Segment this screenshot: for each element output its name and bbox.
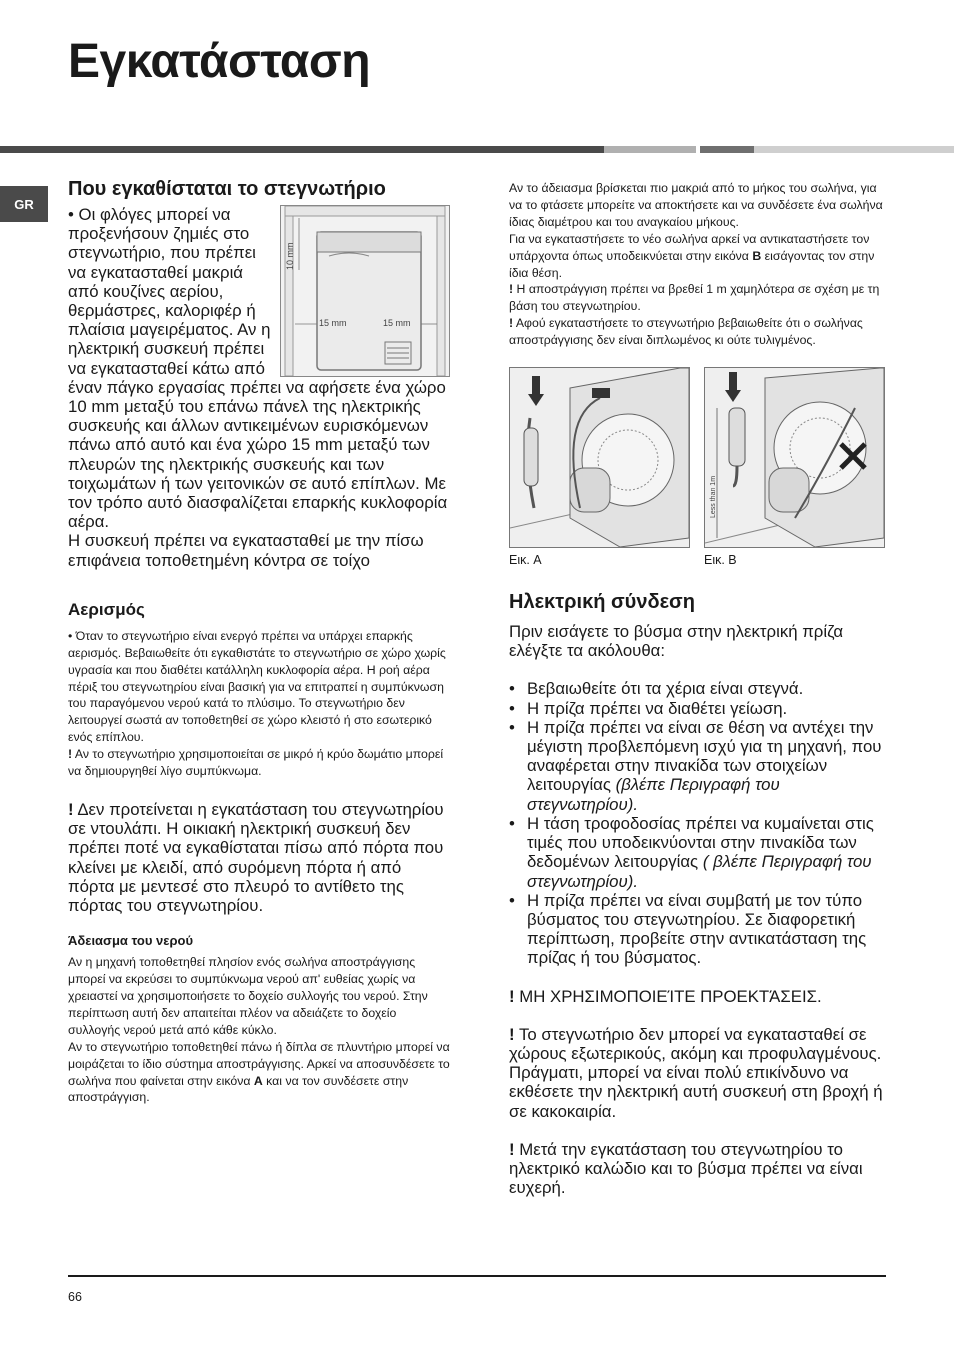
electrical-intro: Πριν εισάγετε το βύσμα στην ηλεκτρική πρίζα ελέγξτε τα ακόλουθα:: [509, 622, 844, 661]
dim-top-label: 10 mm: [285, 242, 295, 270]
list-item: • Η πρίζα πρέπει να είναι σε θέση να αντέχει την μέγιστη προβλεπόμενη ισχύ για τη μηχανή, που αναφέρεται στην πινακίδα των στοιχείων λειτουργίας (βλέπε Περιγραφή του στεγνωτηρίου).: [509, 718, 889, 814]
dim-right-label: 15 mm: [383, 318, 411, 328]
cable-access-warning: Μετά την εγκατάσταση του στεγνωτηρίου το ηλεκτρικό καλώδιο και το βύσμα πρέπει να είναι ευχερή.: [509, 1139, 863, 1198]
figure-a-drawing: [510, 368, 689, 547]
left-column: [68, 178, 450, 1106]
drain-kink-warning: Αφού εγκαταστήσετε το στεγνωτήριο βεβαιωθείτε ότι ο σωλήνας αποστράγγισης δεν είναι διπλωμένος κι ούτε τυλιγμένος.: [509, 316, 863, 348]
section-title-ventilation: Αερισμός: [68, 599, 145, 619]
warning-icon: !: [509, 986, 515, 1006]
warning-icon: !: [509, 1024, 515, 1044]
figure-b-caption: Εικ. B: [704, 553, 737, 568]
placement-paragraph: • Οι φλόγες μπορεί να προξενήσουν ζημιές στο στεγνωτήριο, που πρέπει να εγκατασταθεί μακριά από κουζίνες αερίου, θερμάστρες, καλοριφέρ ή πλαίσια μαγειρέματος. Αν η ηλεκτρική συσκευή πρέπει να εγκατασταθεί κάτω από έναν πάγκο εργασίας πρέπει να αφήσετε ένα χώρο 10 mm μεταξύ του επάνω πάνελ της ηλεκτρικής συσκευής και άλλων αντικειμένων ευρισκόμενων πάνω από αυτό και ένα χώρο 15 mm μεταξύ των πλευρών της ηλεκτρικής συσκευής και των τοιχωμάτων ή των γειτονικών σε αυτό επίπλων. Με τον τρόπο αυτό διασφαλίζεται επαρκής κυκλοφορία αέρα.: [68, 205, 448, 532]
figure-a: [509, 367, 690, 567]
section-title-electrical: Ηλεκτρική σύνδεση: [509, 591, 695, 614]
warning-icon: !: [509, 1139, 515, 1159]
section-title-drain: Άδειασμα του νερού: [68, 933, 194, 949]
drain-extension-paragraph: Αν το άδειασμα βρίσκεται πιο μακριά από το μήκος του σωλήνα, για να το φτάσετε μπορείτε να αποκτήσετε και να συνδέσετε ένα σωλήνα ίδιας διαμέτρου και του αναγκαίου μήκους.: [509, 181, 883, 229]
extension-warning: ΜΗ ΧΡΗΣΙΜΟΠΟΙΕΊΤΕ ΠΡΟΕΚΤΆΣΕΙΣ.: [519, 986, 822, 1006]
header-rule: [604, 146, 696, 153]
clearance-diagram: [281, 206, 449, 376]
list-item: • Η τάση τροφοδοσίας πρέπει να κυμαίνεται στις τιμές που υποδεικνύονται στην πινακίδα των δεδομένων λειτουργίας ( βλέπε Περιγραφή του στεγνωτηρίου).: [509, 814, 889, 891]
figure-a-caption: Εικ. A: [509, 553, 542, 568]
warning-icon: !: [68, 800, 74, 820]
warning-icon: !: [509, 282, 514, 297]
header-rule: [700, 146, 754, 153]
footer-rule: [68, 1275, 886, 1277]
warning-icon: !: [509, 316, 514, 331]
cupboard-warning: Δεν προτείνεται η εγκατάσταση του στεγνωτηρίου σε ντουλάπι. Η οικιακή ηλεκτρική συσκευή δεν πρέπει ποτέ να εγκαθίσταται πίσω από πόρτα που κλείνει με κλειδί, από συρόμενη πόρτα ή από πόρτα με μεντεσέ στο πλευρό το αντίθετο της πόρτας του στεγνωτηρίου.: [68, 800, 444, 916]
list-item: • Η πρίζα πρέπει να διαθέτει γείωση.: [509, 699, 889, 718]
list-item: • Βεβαιωθείτε ότι τα χέρια είναι στεγνά.: [509, 679, 889, 698]
figure-b-height-label: Less than 1m: [710, 476, 717, 519]
section-title-placement: Που εγκαθίσταται το στεγνωτήριο: [68, 178, 386, 200]
figure-b: [704, 367, 885, 567]
clearance-figure: [280, 205, 450, 377]
figure-b-drawing: [705, 368, 884, 547]
placement-paragraph-2: Η συσκευή πρέπει να εγκατασταθεί με την πίσω επιφάνεια τοποθετημένη κόντρα σε τοίχο: [68, 531, 424, 570]
drain-paragraph-1: Αν η μηχανή τοποθετηθεί πλησίον ενός σωλήνα αποστράγγισης μπορεί να εκρεύσει το συμπύκνωμα νερού απ' ευθείας χωρίς να χρειαστεί να χρησιμοποιήσετε το δοχείο συλλογής του νερού. Στην περίπτωση αυτή δεν απαιτείται πλέον να αδειάζετε το δοχείο συλλογής νερού μετά από κάθε κύκλο.: [68, 955, 428, 1037]
page-title: Εγκατάσταση: [68, 35, 371, 88]
warning-icon: !: [68, 747, 73, 762]
header-rule: [0, 146, 604, 153]
drain-replace-paragraph: Για να εγκαταστήσετε το νέο σωλήνα αρκεί να αντικαταστήσετε τον υπάρχοντα όπως υποδεικνύεται στην εικόνα B εισάγοντας τον στην ίδια θέση.: [509, 231, 875, 280]
right-column: [509, 180, 889, 1197]
ventilation-paragraph: • Όταν το στεγνωτήριο είναι ενεργό πρέπει να υπάρχει επαρκής αερισμός. Βεβαιωθείτε ότι εγκαθιστάτε το στεγνωτήριο σε χώρο χωρίς υγρασία και που διαθέτει κατάλληλη κυκλοφορία αέρα. Η ροή αέρα πέριξ του στεγνωτηρίου είναι βασική για να επιτραπεί η συμπύκνωση του παραγόμενου νερού κατά το πλύσιμο. Το στεγνωτήριο δεν λειτουργεί σωστά αν τοποθετηθεί σε χώρο κλειστό ή στο εσωτερικό ενός επίπλου.: [68, 628, 446, 745]
list-item: • Η πρίζα πρέπει να είναι συμβατή με τον τύπο βύσματος του στεγνωτηρίου. Σε διαφορετική περίπτωση, προβείτε στην αντικατάσταση της πρίζας ή του βύσματος.: [509, 891, 889, 968]
drain-figures: [509, 367, 889, 567]
language-tab: GR: [0, 186, 48, 222]
drain-paragraph-2: Αν το στεγνωτήριο τοποθετηθεί πάνω ή δίπλα σε πλυντήριο μπορεί να μοιράζεται το ίδιο σύστημα αποστράγγισης. Αρκεί να αποσυνδέσετε το σωλήνα που φαίνεται στην εικόνα A και να τον συνδέσετε στην αποστράγγιση.: [68, 1039, 450, 1105]
page-number: 66: [68, 1290, 82, 1304]
dim-left-label: 15 mm: [319, 318, 347, 328]
drain-height-warning: Η αποστράγγιση πρέπει να βρεθεί 1 m χαμηλότερα σε σχέση με τη βάση του στεγνωτηρίου.: [509, 282, 880, 314]
electrical-checklist: [509, 679, 889, 967]
ventilation-warning: Αν το στεγνωτήριο χρησιμοποιείται σε μικρό ή κρύο δωμάτιο μπορεί να δημιουργηθεί λίγο συμπύκνωμα.: [68, 747, 444, 779]
header-rule: [754, 146, 954, 153]
outdoor-warning: Το στεγνωτήριο δεν μπορεί να εγκατασταθεί σε χώρους εξωτερικούς, ακόμη και προφυλαγμένους. Πράγματι, μπορεί να είναι πολύ επικίνδυνο να εκθέσετε την ηλεκτρική αυτή συσκευή στη βροχή ή σε κακοκαιρία.: [509, 1024, 883, 1121]
